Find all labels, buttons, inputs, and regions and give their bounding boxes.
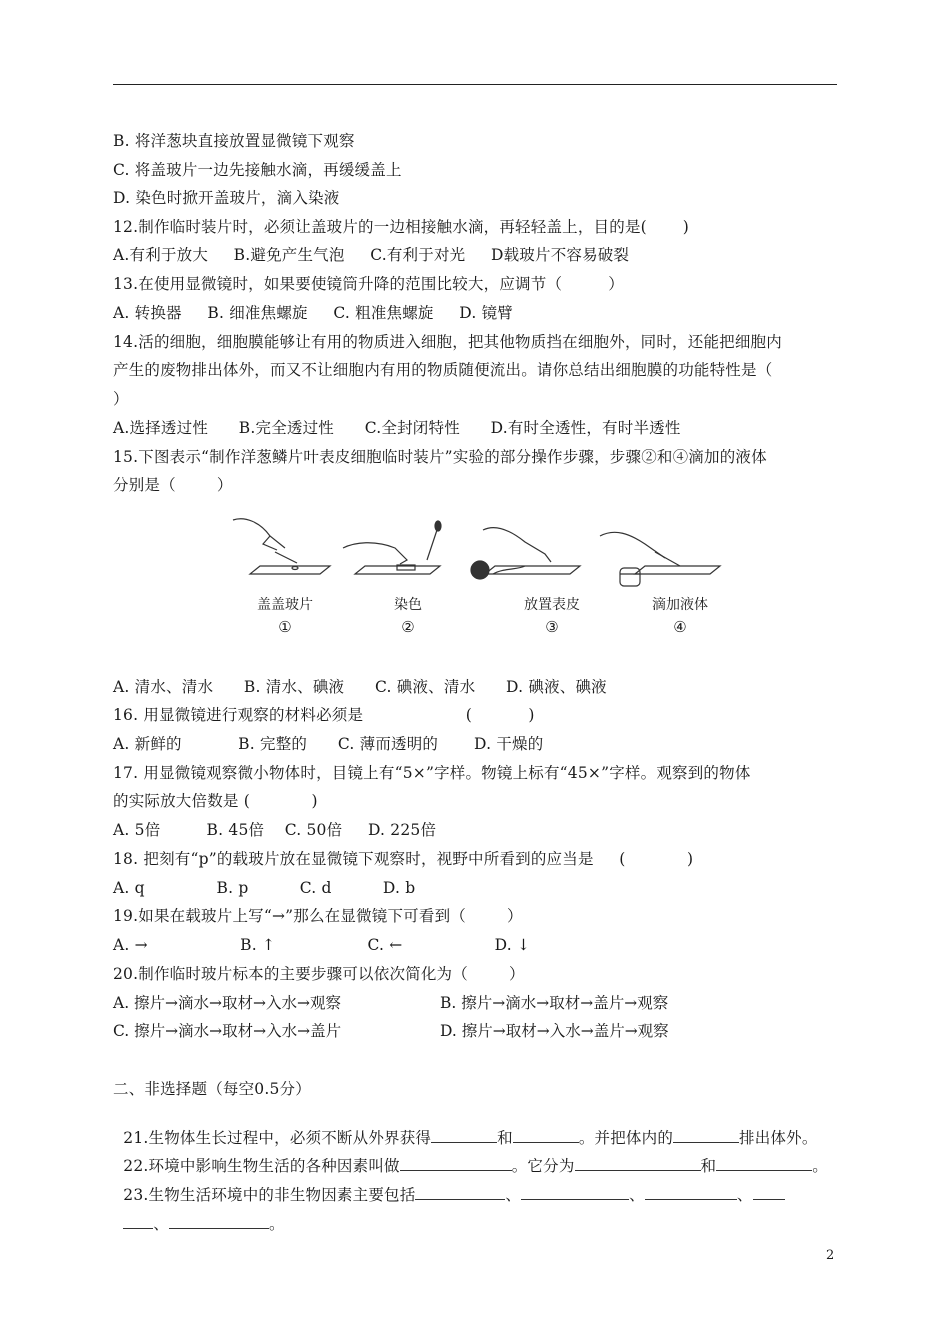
question-19: 19.如果在载玻片上写“→”那么在显微镜下可看到（ ） <box>113 907 523 925</box>
question-22-text-2: 。它分为 <box>511 1157 575 1175</box>
figure-caption-1: 盖盖玻片 <box>257 597 313 613</box>
question-21-text-4: 排出体外。 <box>739 1129 818 1147</box>
question-20-option-c: C. 擦片→滴水→取材→入水→盖片 <box>113 1022 342 1040</box>
question-18-options: A. q B. p C. d D. b <box>113 879 416 897</box>
question-14-line3: ） <box>113 390 129 408</box>
section-heading: 二、非选择题（每空0.5分） <box>113 1080 311 1098</box>
question-15-line2: 分别是（ ） <box>113 476 233 494</box>
figure-caption-2: 染色 <box>394 597 422 613</box>
answer-blank[interactable] <box>521 1185 629 1200</box>
question-21-text-3: 。并把体内的 <box>578 1129 674 1147</box>
separator: 、 <box>505 1186 522 1204</box>
question-23-end: 。 <box>268 1215 285 1233</box>
question-13-options: A. 转换器 B. 细准焦螺旋 C. 粗准焦螺旋 D. 镜臂 <box>113 304 513 322</box>
option-d-line: D. 染色时掀开盖玻片，滴入染液 <box>113 189 340 207</box>
answer-blank[interactable] <box>123 1214 153 1229</box>
separator: 、 <box>736 1186 753 1204</box>
question-15-options: A. 清水、清水 B. 清水、碘液 C. 碘液、清水 D. 碘液、碘液 <box>113 678 607 696</box>
separator: 、 <box>153 1215 169 1233</box>
question-17-options: A. 5倍 B. 45倍 C. 50倍 D. 225倍 <box>113 821 437 839</box>
question-14-line2: 产生的废物排出体外，而又不让细胞内有用的物质随便流出。请你总结出细胞膜的功能特性是（ <box>113 361 773 379</box>
question-17-line1: 17. 用显微镜观察微小物体时，目镜上有“5×”字样。物镜上标有“45×”字样。观察到的物体 <box>113 764 751 782</box>
question-12-options: A.有利于放大 B.避免产生气泡 C.有利于对光 D载玻片不容易破裂 <box>113 246 630 264</box>
question-13: 13.在使用显微镜时，如果要使镜筒升降的范围比较大，应调节（ ） <box>113 275 624 293</box>
question-23-line2 <box>113 1194 285 1234</box>
answer-blank[interactable] <box>415 1185 505 1200</box>
question-17-line2: 的实际放大倍数是 ( ) <box>113 792 318 810</box>
question-22-text-3: 和 <box>700 1157 717 1175</box>
question-16-options: A. 新鲜的 B. 完整的 C. 薄而透明的 D. 干燥的 <box>113 735 544 753</box>
question-15-line1: 15.下图表示“制作洋葱鳞片叶表皮细胞临时装片”实验的部分操作步骤，步骤②和④滴加的液体 <box>113 448 767 466</box>
separator: 、 <box>629 1186 645 1204</box>
question-21-text-1: 21.生物体生长过程中，必须不断从外界获得 <box>123 1129 432 1147</box>
figure-number-1: ① <box>278 618 292 636</box>
figure-number-4: ④ <box>673 618 687 636</box>
figure-caption-3: 放置表皮 <box>524 597 580 613</box>
question-18: 18. 把刻有“p”的载玻片放在显微镜下观察时，视野中所看到的应当是 ( ) <box>113 850 694 868</box>
question-23-text-1: 23.生物生活环境中的非生物因素主要包括 <box>123 1186 416 1204</box>
question-14-line1: 14.活的细胞，细胞膜能够让有用的物质进入细胞，把其他物质挡在细胞外，同时，还能把细胞内 <box>113 333 782 351</box>
question-14-options: A.选择透过性 B.完全透过性 C.全封闭特性 D.有时全透性，有时半透性 <box>113 419 681 437</box>
procedure-illustration <box>225 508 725 598</box>
question-21-text-2: 和 <box>497 1129 513 1147</box>
answer-blank[interactable] <box>753 1185 785 1200</box>
question-12: 12.制作临时装片时，必须让盖玻片的一边相接触水滴，再轻轻盖上，目的是( ) <box>113 218 690 236</box>
option-c-line: C. 将盖玻片一边先接触水滴，再缓缓盖上 <box>113 161 402 179</box>
procedure-figure <box>225 508 725 638</box>
question-20-option-d: D. 擦片→取材→入水→盖片→观察 <box>440 1022 669 1040</box>
question-20-option-a: A. 擦片→滴水→取材→入水→观察 <box>113 994 341 1012</box>
question-20: 20.制作临时玻片标本的主要步骤可以依次简化为（ ） <box>113 965 525 983</box>
figure-caption-4: 滴加液体 <box>652 597 708 613</box>
answer-blank[interactable] <box>169 1214 269 1229</box>
header-rule <box>113 84 837 85</box>
figure-number-2: ② <box>401 618 415 636</box>
question-22-text-4: 。 <box>812 1157 828 1175</box>
question-19-options: A. → B. ↑ C. ← D. ↓ <box>113 936 531 954</box>
answer-blank[interactable] <box>645 1185 737 1200</box>
page-number: 2 <box>826 1248 835 1263</box>
question-22-text-1: 22.环境中影响生物生活的各种因素叫做 <box>123 1157 400 1175</box>
option-b-line: B. 将洋葱块直接放置显微镜下观察 <box>113 132 355 150</box>
figure-number-3: ③ <box>545 618 559 636</box>
question-16: 16. 用显微镜进行观察的材料必须是 ( ) <box>113 706 535 724</box>
question-20-option-b: B. 擦片→滴水→取材→盖片→观察 <box>440 994 669 1012</box>
